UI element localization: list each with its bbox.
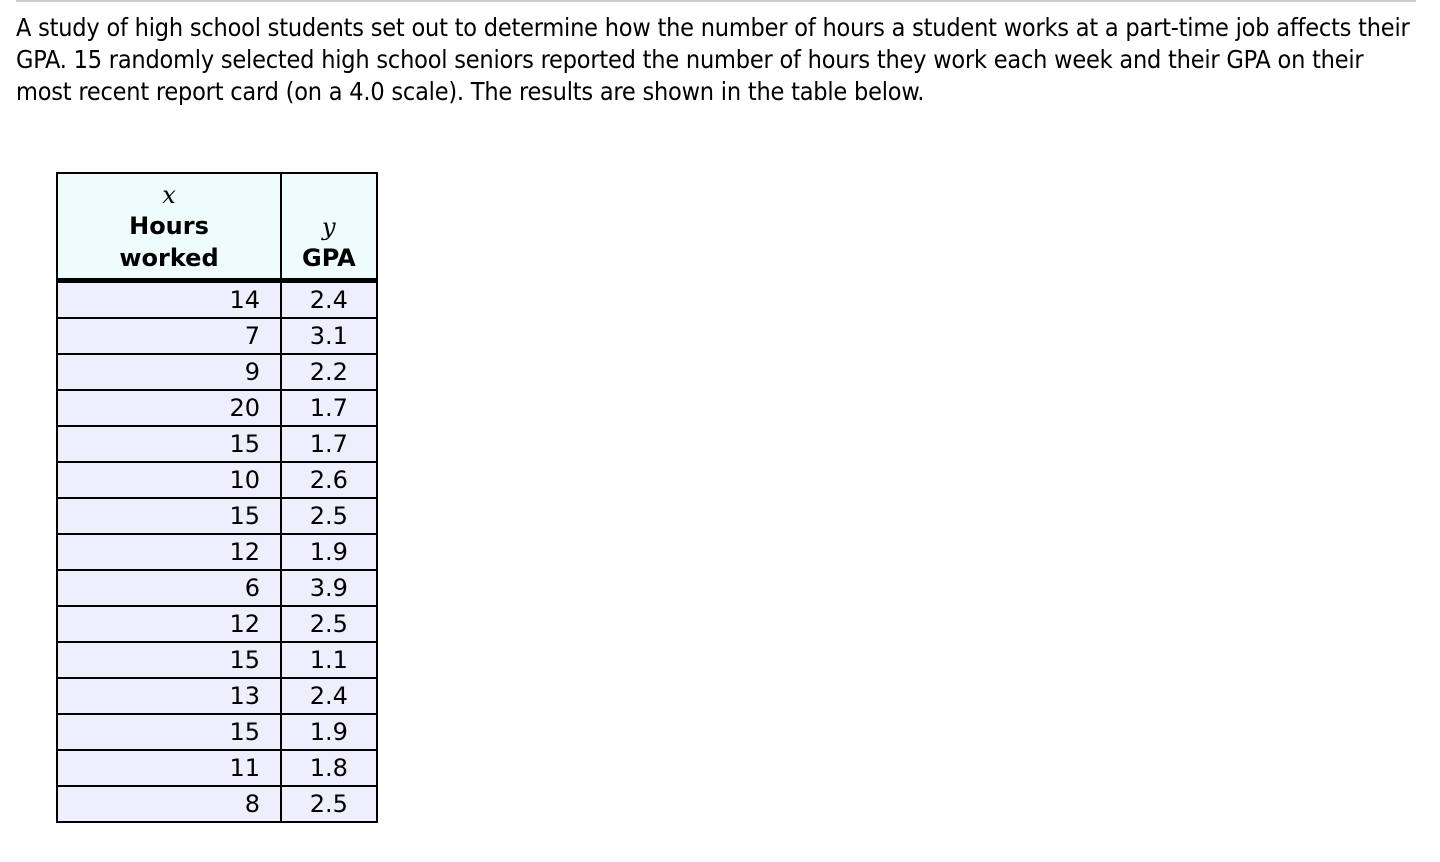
hours-cell: 9 — [57, 354, 281, 390]
gpa-cell: 2.4 — [281, 281, 377, 319]
hours-cell: 6 — [57, 570, 281, 606]
gpa-cell: 1.9 — [281, 714, 377, 750]
table-row — [57, 642, 377, 678]
table-row — [57, 318, 377, 354]
gpa-cell: 2.2 — [281, 354, 377, 390]
hours-cell: 15 — [57, 426, 281, 462]
table-header-row — [57, 173, 377, 281]
problem-statement: A study of high school students set out to determine how the number of hours a student works at a part-time job affects their GPA. 15 randomly selected high school seniors reported the number of hours they work each week and their GPA on their most recent report card (on a 4.0 scale). The results are shown in the table below. — [16, 13, 1410, 106]
table-row — [57, 606, 377, 642]
gpa-cell: 2.4 — [281, 678, 377, 714]
hours-gpa-table — [56, 172, 378, 823]
table-row — [57, 426, 377, 462]
hours-cell: 8 — [57, 786, 281, 822]
column-header-gpa — [281, 173, 377, 281]
column-label-hours: Hours worked — [119, 212, 219, 272]
variable-x-label: x — [162, 181, 176, 209]
table-row — [57, 750, 377, 786]
gpa-cell: 1.7 — [281, 426, 377, 462]
table-row — [57, 462, 377, 498]
column-label-gpa: GPA — [302, 244, 356, 272]
gpa-cell: 3.1 — [281, 318, 377, 354]
table-row — [57, 714, 377, 750]
gpa-cell: 3.9 — [281, 570, 377, 606]
hours-cell: 7 — [57, 318, 281, 354]
hours-cell: 11 — [57, 750, 281, 786]
hours-cell: 15 — [57, 498, 281, 534]
gpa-cell: 2.5 — [281, 498, 377, 534]
gpa-cell: 1.7 — [281, 390, 377, 426]
gpa-cell: 2.6 — [281, 462, 377, 498]
gpa-cell: 1.8 — [281, 750, 377, 786]
gpa-cell: 2.5 — [281, 786, 377, 822]
hours-cell: 13 — [57, 678, 281, 714]
table-row — [57, 678, 377, 714]
table-row — [57, 498, 377, 534]
hours-cell: 12 — [57, 606, 281, 642]
top-divider — [16, 0, 1416, 2]
hours-cell: 14 — [57, 281, 281, 319]
hours-cell: 10 — [57, 462, 281, 498]
gpa-cell: 1.9 — [281, 534, 377, 570]
gpa-cell: 2.5 — [281, 606, 377, 642]
column-header-hours — [57, 173, 281, 281]
hours-cell: 15 — [57, 642, 281, 678]
hours-cell: 12 — [57, 534, 281, 570]
hours-cell: 20 — [57, 390, 281, 426]
table-row — [57, 786, 377, 822]
table-row — [57, 570, 377, 606]
table-row — [57, 281, 377, 319]
table-row — [57, 534, 377, 570]
variable-y-label: y — [322, 213, 336, 241]
table-row — [57, 354, 377, 390]
gpa-cell: 1.1 — [281, 642, 377, 678]
table-row — [57, 390, 377, 426]
hours-cell: 15 — [57, 714, 281, 750]
